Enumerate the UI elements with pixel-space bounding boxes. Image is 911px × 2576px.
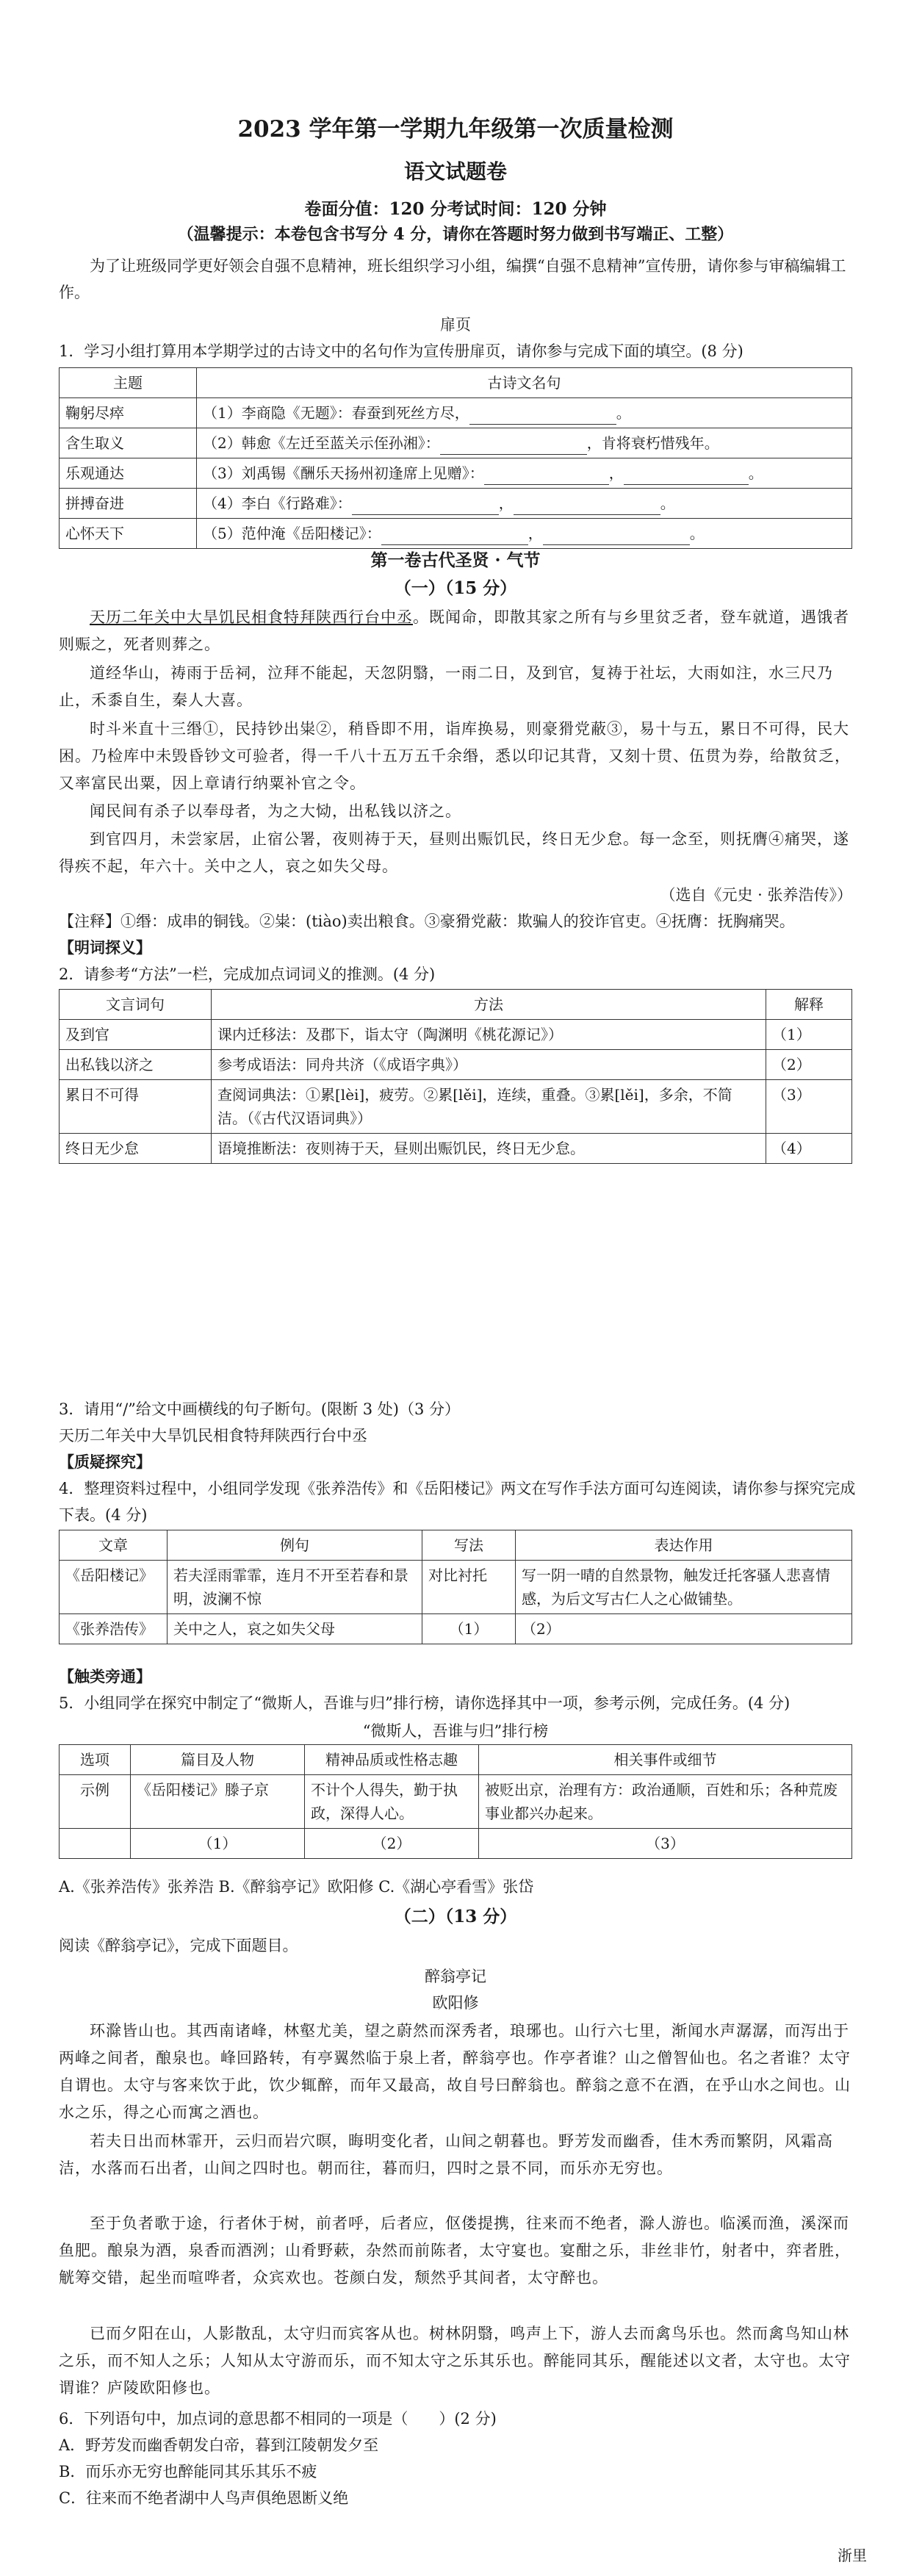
passage-p1 [59, 604, 852, 658]
section-tag: 【质疑探究】 [59, 1453, 151, 1471]
q5-header: 篇目及人物 [131, 1745, 305, 1775]
answer-blank[interactable] [381, 528, 528, 545]
q1-line: （1）李商隐《无题》：春蚕到死丝方尽， [203, 404, 469, 422]
table-row [60, 1080, 852, 1134]
q1-tail: ， [527, 525, 543, 542]
passage-p1-rest: 。既闻命，即散其家之所有与乡里贫乏者，登车就道，遇饿者则赈之，死者则葬之。 [59, 608, 849, 653]
q5-header: 相关事件或细节 [479, 1745, 852, 1775]
q3-sentence: 天历二年关中大旱饥民相食特拜陕西行台中丞 [59, 1427, 367, 1444]
answer-blank[interactable] [352, 498, 499, 515]
passage-source: （选自《元史 · 张养浩传》） [660, 886, 852, 904]
q1-line-cell [197, 519, 852, 549]
q1-theme: 乐观通达 [60, 458, 197, 489]
q5-quality: 不计个人得失，勤于执政，深得人心。 [305, 1775, 479, 1829]
q6-option-c[interactable]: C．往来而不绝者湖中人鸟声俱绝恩断义绝 [59, 2489, 349, 2507]
table-row [60, 1829, 852, 1859]
score-time: 卷面分值：120 分考试时间：120 分钟 [304, 199, 607, 219]
q5-opt: 示例 [60, 1775, 131, 1829]
table-row [60, 1020, 852, 1050]
table-row [60, 1050, 852, 1080]
table-row [60, 1614, 852, 1644]
q4-article: 《张养浩传》 [60, 1614, 168, 1644]
q1-theme: 鞠躬尽瘁 [60, 398, 197, 428]
q1-line-cell [197, 398, 852, 428]
passage-p5: 到官四月，未尝家居，止宿公署，夜则祷于天，昼则出赈饥民，终日无少怠。每一念至，则抚膺④痛哭，遂得疾不起，年六十。关中之人，哀之如失父母。 [59, 830, 849, 875]
page-footer: 浙里 [838, 2547, 867, 2564]
passage-p3: 时斗米直十三缗①，民持钞出粜②，稍昏即不用，诣库换易，则豪猾党蔽③，易十与五，累日不可得，民大困。乃检库中未毁昏钞文可验者，得一千八十五万五千余缗，悉以印记其背，又刻十贯、伍贯为券，给散贫乏，又率富民出粟，因上章请行纳粟补官之令。 [59, 720, 851, 792]
q4-effect-answer[interactable]: （2） [516, 1614, 852, 1644]
q2-phrase: 累日不可得 [60, 1080, 212, 1134]
q2-prompt: 2．请参考“方法”一栏，完成加点词词义的推测。(4 分) [59, 965, 436, 983]
q4-article: 《岳阳楼记》 [60, 1561, 168, 1614]
table-row [60, 1561, 852, 1614]
q5-blank-work[interactable]: （1） [131, 1829, 305, 1859]
q2-phrase: 及到官 [60, 1020, 212, 1050]
q4-header: 文章 [60, 1530, 168, 1561]
q5-blank-quality[interactable]: （2） [305, 1829, 479, 1859]
table-row [60, 398, 852, 428]
q5-header: 选项 [60, 1745, 131, 1775]
section-tag: 【明词探义】 [59, 938, 151, 957]
q4-header: 表达作用 [516, 1530, 852, 1561]
q2-method: 参考成语法：同舟共济（《成语字典》） [212, 1050, 766, 1080]
essay-p3: 至于负者歌于途，行者休于树，前者呼，后者应，伛偻提携，往来而不绝者，滁人游也。临溪而渔，溪深而鱼肥。酿泉为酒，泉香而酒洌；山肴野蔌，杂然而前陈者，太守宴也。宴酣之乐，非丝非竹，射者中，弈者胜，觥筹交错，起坐而喧哗者，众宾欢也。苍颜白发，颓然乎其间者，太守醉也。 [59, 2215, 851, 2287]
q4-effect: 写一阴一晴的自然景物，触发迁托客骚人悲喜情感，为后文写古仁人之心做铺垫。 [516, 1561, 852, 1614]
answer-blank[interactable] [624, 468, 749, 485]
q2-header: 文言词句 [60, 990, 212, 1020]
q4-table [59, 1530, 852, 1644]
q4-example: 关中之人，哀之如失父母 [168, 1614, 422, 1644]
q1-line-cell [197, 458, 852, 489]
answer-blank[interactable] [469, 408, 616, 425]
q5-work: 《岳阳楼记》滕子京 [131, 1775, 305, 1829]
q5-options: A.《张养浩传》张养浩 B.《醉翁亭记》欧阳修 C.《湖心亭看雪》张岱 [59, 1878, 534, 1896]
answer-blank[interactable] [543, 528, 690, 545]
q2-phrase: 终日无少怠 [60, 1134, 212, 1164]
answer-blank[interactable] [484, 468, 609, 485]
table-row [60, 428, 852, 458]
passage-p2: 道经华山，祷雨于岳祠，泣拜不能起，天忽阴翳，一雨二日，及到官，复祷于社坛，大雨如注，水三尺乃止，禾黍自生，秦人大喜。 [59, 664, 833, 709]
q5-blank-event[interactable]: （3） [479, 1829, 852, 1859]
q2-phrase: 出私钱以济之 [60, 1050, 212, 1080]
q5-table-title: “微斯人，吾谁与归”排行榜 [362, 1722, 549, 1740]
q1-line-cell [197, 428, 852, 458]
q4-method-answer[interactable]: （1） [422, 1614, 516, 1644]
part2-sub: （二）（13 分） [394, 1907, 517, 1926]
q5-event: 被贬出京，治理有方：政治通顺，百姓和乐；各种荒废事业都兴办起来。 [479, 1775, 852, 1829]
q2-answer[interactable]: （3） [766, 1080, 852, 1134]
q1-tail2: 。 [660, 494, 675, 512]
q1-tail: ，肯将衰朽惜残年。 [586, 434, 719, 452]
intro-text: 为了让班级同学更好领会自强不息精神，班长组织学习小组，编撰“自强不息精神”宣传册，请你参与审稿编辑工作。 [59, 257, 846, 301]
part1-title: 第一卷古代圣贤 · 气节 [370, 550, 541, 570]
q1-theme: 心怀天下 [60, 519, 197, 549]
q1-line: （4）李白《行路难》： [203, 494, 352, 512]
part2-lead: 阅读《醉翁亭记》，完成下面题目。 [59, 1937, 298, 1954]
answer-blank[interactable] [514, 498, 660, 515]
q2-method: 课内迁移法：及郡下，诣太守（陶渊明《桃花源记》） [212, 1020, 766, 1050]
q2-header: 方法 [212, 990, 766, 1020]
table-row [60, 489, 852, 519]
q2-answer[interactable]: （1） [766, 1020, 852, 1050]
q1-tail: ， [608, 464, 624, 482]
table-row [60, 1134, 852, 1164]
q4-method: 对比衬托 [422, 1561, 516, 1614]
q1-header-theme: 主题 [60, 368, 197, 398]
q2-method: 语境推断法：夜则祷于天，昼则出赈饥民，终日无少怠。 [212, 1134, 766, 1164]
q1-theme: 拼搏奋进 [60, 489, 197, 519]
essay-p4: 已而夕阳在山，人影散乱，太守归而宾客从也。树林阴翳，鸣声上下，游人去而禽鸟乐也。然而禽鸟知山林之乐，而不知人之乐；人知从太守游而乐，而不知太守之乐其乐也。醉能同其乐，醒能述以文者，太守也。太守谓谁？庐陵欧阳修也。 [59, 2325, 851, 2397]
q4-header: 例句 [168, 1530, 422, 1561]
table-row [60, 1775, 852, 1829]
q6-option-a[interactable]: A．野芳发而幽香朝发白帝，暮到江陵朝发夕至 [59, 2436, 379, 2454]
q6-option-b[interactable]: B．而乐亦无穷也醉能同其乐其乐不疲 [59, 2463, 317, 2480]
answer-blank[interactable] [440, 438, 587, 455]
q4-example: 若夫淫雨霏霏，连月不开至若春和景明，波澜不惊 [168, 1561, 422, 1614]
essay-p2: 若夫日出而林霏开，云归而岩穴暝，晦明变化者，山间之朝暮也。野芳发而幽香，佳木秀而繁阴，风霜高洁，水落而石出者，山间之四时也。朝而往，暮而归，四时之景不同，而乐亦无穷也。 [59, 2132, 833, 2177]
q1-prompt: 1．学习小组打算用本学期学过的古诗文中的名句作为宣传册扉页，请你参与完成下面的填空。(8 分) [59, 342, 743, 360]
underlined-sentence: 天历二年关中大旱饥民相食特拜陕西行台中丞 [90, 608, 413, 626]
q4-prompt: 4．整理资料过程中，小组同学发现《张养浩传》和《岳阳楼记》两文在写作手法方面可勾连阅读，请你参与探究完成下表。(4 分) [59, 1480, 856, 1524]
q5-blank-opt[interactable] [60, 1829, 131, 1859]
q2-table [59, 989, 852, 1164]
table-row [60, 519, 852, 549]
q1-tail: 。 [616, 404, 631, 422]
q2-header: 解释 [766, 990, 852, 1020]
q2-answer[interactable]: （4） [766, 1134, 852, 1164]
section-tag: 【触类旁通】 [59, 1667, 151, 1685]
q2-answer[interactable]: （2） [766, 1050, 852, 1080]
q5-prompt: 5．小组同学在探究中制定了“微斯人，吾谁与归”排行榜，请你选择其中一项，参考示例，完成任务。(4 分) [59, 1694, 791, 1712]
q5-table [59, 1744, 852, 1859]
part1-sub: （一）（15 分） [394, 578, 517, 598]
q1-tail: ， [498, 494, 514, 512]
essay-p1: 环滁皆山也。其西南诸峰，林壑尤美，望之蔚然而深秀者，琅琊也。山行六七里，渐闻水声潺潺，而泻出于两峰之间者，酿泉也。峰回路转，有亭翼然临于泉上者，醉翁亭也。作亭者谁？山之僧智仙也。名之者谁？太守自谓也。太守与客来饮于此，饮少辄醉，而年又最高，故自号曰醉翁也。醉翁之意不在酒，在乎山水之间也。山水之乐，得之心而寓之酒也。 [59, 2022, 851, 2121]
q1-tail2: 。 [748, 464, 763, 482]
exam-title: 2023 学年第一学期九年级第一次质量检测 [237, 116, 674, 143]
q1-theme: 含生取义 [60, 428, 197, 458]
section-label: 扉页 [440, 316, 471, 334]
q1-header-line: 古诗文名句 [197, 368, 852, 398]
q1-table [59, 367, 852, 549]
passage-p4: 闻民间有杀子以奉母者，为之大恸，出私钱以济之。 [90, 802, 461, 820]
essay-author: 欧阳修 [432, 1994, 479, 2012]
q1-line: （5）范仲淹《岳阳楼记》： [203, 525, 381, 542]
q5-header: 精神品质或性格志趣 [305, 1745, 479, 1775]
q3-prompt: 3．请用“/”给文中画横线的句子断句。(限断 3 处)（3 分） [59, 1400, 461, 1418]
q1-line: （2）韩愈《左迁至蓝关示侄孙湘》： [203, 434, 440, 452]
tip-note: （温馨提示：本卷包含书写分 4 分，请你在答题时努力做到书写端正、工整） [177, 225, 734, 244]
passage-note: 【注释】①缗：成串的铜钱。②粜：(tiào)卖出粮食。③豪猾党蔽：欺骗人的狡诈官吏。④抚膺：抚胸痛哭。 [59, 913, 795, 930]
q1-line-cell [197, 489, 852, 519]
q1-tail2: 。 [689, 525, 705, 542]
q6-prompt: 6．下列语句中，加点词的意思都不相同的一项是（ ）(2 分) [59, 2410, 497, 2428]
essay-title: 醉翁亭记 [425, 1968, 486, 1985]
q4-header: 写法 [422, 1530, 516, 1561]
q1-line: （3）刘禹锡《酬乐天扬州初逢席上见赠》： [203, 464, 484, 482]
table-row [60, 458, 852, 489]
exam-subtitle: 语文试题卷 [403, 159, 507, 184]
q2-method: 查阅词典法：①累[lèi]，疲劳。②累[lěi]，连续，重叠。③累[lěi]，多余，不简洁。（《古代汉语词典》） [212, 1080, 766, 1134]
